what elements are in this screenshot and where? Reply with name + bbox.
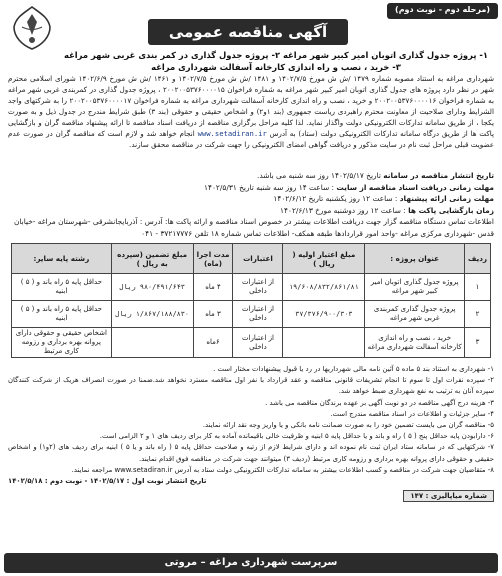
setad-link[interactable]: www.setadiran.ir bbox=[197, 129, 267, 138]
municipality-logo-icon bbox=[10, 5, 54, 51]
cell-duration: ۳ ماه bbox=[193, 301, 233, 328]
cell-credit bbox=[283, 328, 365, 358]
table-header-row bbox=[12, 244, 491, 274]
contact-info: اطلاعات تماس دستگاه مناقصه گزار جهت دریافت اطلاعات بیشتر در خصوص اسناد مناقصه و ارائه پاکت ها: آدرس : آذربایجانشرقی -شهرستان مراغه -خیابان قدس -شهرداری مرکزی مراغه -واحد امور قراردادها طبقه همکف- اطلاعات تماس شماره ۱۸ تلفن ۳۷۲۱۷۷۷۶ - ۰۴۱ bbox=[14, 217, 494, 238]
deadline-opening: زمان بازگشایی پاکت ها : ساعت ۱۲ روز دوشنبه مورخ ۱۴۰۲/۶/۱۳ bbox=[280, 205, 494, 215]
ad-number-badge: شماره میاپالیزی : ۱۴۷ bbox=[403, 490, 494, 502]
col-credit: مبلغ اعتبار اولیه ( ریال ) bbox=[283, 244, 365, 274]
cell-guarantee: ۹۸۰/۴۹۱/۶۴۳ ریال bbox=[111, 274, 193, 301]
notice-header bbox=[4, 19, 498, 73]
col-project: عنوان پروژه : bbox=[365, 244, 465, 274]
note-item: ۳- هزینه درج آگهی مناقصه در دو نوبت آگهی بر عهده برندگان مناقصه می باشد . bbox=[265, 398, 494, 407]
deadlines-block bbox=[4, 170, 498, 239]
note-item: ۱- شهرداری به استناد بند ۵ ماده ۵ آئین نامه مالی شهرداریها در رد یا قبول پیشنهادات مختار است . bbox=[213, 365, 494, 373]
stage-bar bbox=[4, 3, 498, 19]
note-item: ۴- سایر جزئیات و اطلاعات در اسناد مناقصه مندرج است. bbox=[330, 409, 494, 418]
deadline-publish: تاریخ انتشار مناقصه در سامانه تاریخ ۱۴۰۲/۵/۱۷ روز سه شنبه می باشد. bbox=[256, 171, 494, 180]
cell-grade: حداقل پایه ۵ راه باند و ( ۵ ) ابنیه bbox=[12, 274, 112, 301]
intro-paragraph: شهرداری مراغه به استناد مصوبه شماره ۱۴۷۹ /ش ش مورخ ۱۴۰۲/۷/۵ و ۱۴۸۱ /ش ش مورخ ۱۴۰۲/۷/۵ و ۱۴۶۱ /ش ش مورخ ۱۴۰۲/۶/۹ شورای اسلامی محترم شهر در نظر دارد پروژه های جدول گذاری اتوبان امیر کبیر شهر مراغه به شماره فراخوان ۲۰۰۲۰۰۵۳۷۶۰۰۰۰۱۵ ، پروژه جدول گذاری در کمربندی غربی شهر مراغه به شماره فراخوان ۲۰۰۲۰۰۵۳۷۶۰۰۰۰۱۶ و خرید ، نصب و راه اندازی کارخانه آسفالت شهرداری مراغه به شماره فراخوان ۲۰۰۲۰۰۵۳۷۶۰۰۰۰۱۷ را به شرکتهای واجد الشرایط ودارای صلاحیت از معاونت محترم راهبردی ریاست جمهوری (بند ۱و۲) و اشخاص حقیقی و حقوقی (بند ۳) طبق شرایط مندرج در جدول ذیل و به صورت یکجا ، از طریق سامانه تدارکات الکترونیکی دولت واگذار نماید. لذا کلیه مراحل برگزاری مناقصه از دریافت اسناد مناقصه تا ارائه پیشنهاد مناقصه گران و بازگشایی پاکت ها از طریق درگاه سامانه تدارکات الکترونیکی دولت (ستاد) به آدرس www.setadiran.ir انجام خواهد شد و لازم است که مناقصه گران در صورت عدم عضویت قبلی مراحل ثبت نام در سایت مذکور و دریافت گواهی امضای الکترونیکی را جهت شرکت در مناقصه محقق سازند. bbox=[8, 74, 494, 149]
notes-list bbox=[4, 358, 498, 487]
cell-funds: از اعتبارات داخلی bbox=[233, 301, 283, 328]
cell-row: ۲ bbox=[465, 301, 491, 328]
col-duration: مدت اجرا (ماه) bbox=[193, 244, 233, 274]
tender-subject: ۱- پروژه جدول گذاری اتوبان امیر کبیر شهر مراغه ۲- پروژه جدول گذاری در کمر بندی غربی شهر مراغه ۳- خرید ، نصب و راه اندازی کارخانه آسفالت شهرداری مراغه bbox=[63, 50, 488, 72]
ad-number-row bbox=[4, 487, 498, 502]
cell-credit: ۳۷/۳۷۶/۹۰۰/۳۰۳ bbox=[283, 301, 365, 328]
table-row bbox=[12, 274, 491, 301]
col-guarantee: مبلغ تضمین (سپرده به ریال ) bbox=[111, 244, 193, 274]
cell-guarantee: ۱/۸۶۷/۱۸۸/۸۳۰ ریال bbox=[111, 301, 193, 328]
deadline-documents: مهلت زمانی دریافت اسناد مناقصه از سایت : ساعت ۱۴ روز سه شنبه تاریخ ۱۴۰۲/۵/۳۱ bbox=[204, 182, 494, 192]
cell-project: پروژه جدول گذاری کمربندی غربی شهر مراغه bbox=[365, 301, 465, 328]
tender-table bbox=[11, 243, 491, 358]
cell-funds: از اعتبارات داخلی bbox=[233, 274, 283, 301]
cell-credit: ۱۹/۶۰۸/۸۳۲/۸۶۱/۸۱ bbox=[283, 274, 365, 301]
note-item: ۶- دارابودن پایه حداقل پنج ( ۵ ) راه و باند و یا حداقل پایه ۵ ابنیه و ظرفیت خالی باقیمانده آماده به کار برای ردیف های ۱ و ۲ الزامی است. bbox=[99, 432, 494, 441]
col-row: ردیف bbox=[465, 244, 491, 274]
stage-label: (مرحله دوم - نوبت دوم) bbox=[387, 3, 498, 19]
col-grade: رشته پایه سایر: bbox=[12, 244, 112, 274]
col-funds: اعتبارات bbox=[233, 244, 283, 274]
cell-duration: ۴ ماه bbox=[193, 274, 233, 301]
cell-grade: اشخاص حقیقی و حقوقی دارای پروانه بهره برداری و رزومه کاری مرتبط bbox=[12, 328, 112, 358]
note-item: ۸- متقاضیان جهت شرکت در مناقصه و کسب اطلاعات بیشتر به سامانه تدارکات الکترونیکی دولت ستاد به آدرس www.setadiran.ir مراجعه نمایند. bbox=[71, 465, 494, 474]
cell-guarantee bbox=[111, 328, 193, 358]
cell-funds: از اعتبارات داخلی bbox=[233, 328, 283, 358]
publish-date: تاریخ انتشار نوبت اول : ۱۴۰۲/۵/۱۷ - نوبت دوم : ۱۴۰۲/۵/۱۸ bbox=[8, 477, 207, 486]
cell-grade: حداقل پایه ۵ راه باند و ( ۵ ) ابنیه bbox=[12, 301, 112, 328]
table-row bbox=[12, 328, 491, 358]
cell-project: خرید ، نصب و راه اندازی کارخانه آسفالت شهرداری مراغه bbox=[365, 328, 465, 358]
page-title: آگهی مناقصه عمومی bbox=[148, 19, 348, 45]
note-item: ۲- سپرده نفرات اول تا سوم تا انجام تشریفات قانونی مناقصه و عقد قرارداد با نفر اول مناقصه مسترد نخواهد شد.ضمنا در صورت انصراف هریک از شرکت کنندگان سپرده آنان به ترتیب به نفع شهرداری ضبط خواهد شد. bbox=[8, 376, 494, 396]
cell-row: ۱ bbox=[465, 274, 491, 301]
cell-project: پروژه جدول گذاری اتوبان امیر کبیر شهر مراغه bbox=[365, 274, 465, 301]
deadline-submission: مهلت زمانی ارائه پیشنهاد : ساعت ۱۲ روز یکشنبه تاریخ ۱۴۰۲/۶/۱۲ bbox=[273, 194, 494, 203]
cell-row: ۳ bbox=[465, 328, 491, 358]
cell-duration: ۶ماه bbox=[193, 328, 233, 358]
note-item: ۵- مناقصه گران می بایست تضمین خود را به صورت ضمانت نامه بانکی و یا واریز وجه نقد ارائه نمایند. bbox=[202, 421, 494, 430]
note-item: ۷- شرکتهایی که در سامانه ستاد ایران ثبت نام نموده اند و دارای شرایط لازم از رتبه و صلاحیت حداقل پایه ۵ ( راه باند و یا ۵ ) ابنیه برای ردیف های (۲و۱) و اشخاص حقیقی و حقوقی دارای پروانه بهره برداری و رزومه کاری مرتبط (ردیف ۳) میتوانند جهت شرکت در مناقصه فوق اقدام نمایند. bbox=[8, 443, 494, 463]
table-row bbox=[12, 301, 491, 328]
signature-band: سرپرست شهرداری مراغه – مروتی bbox=[4, 553, 498, 573]
